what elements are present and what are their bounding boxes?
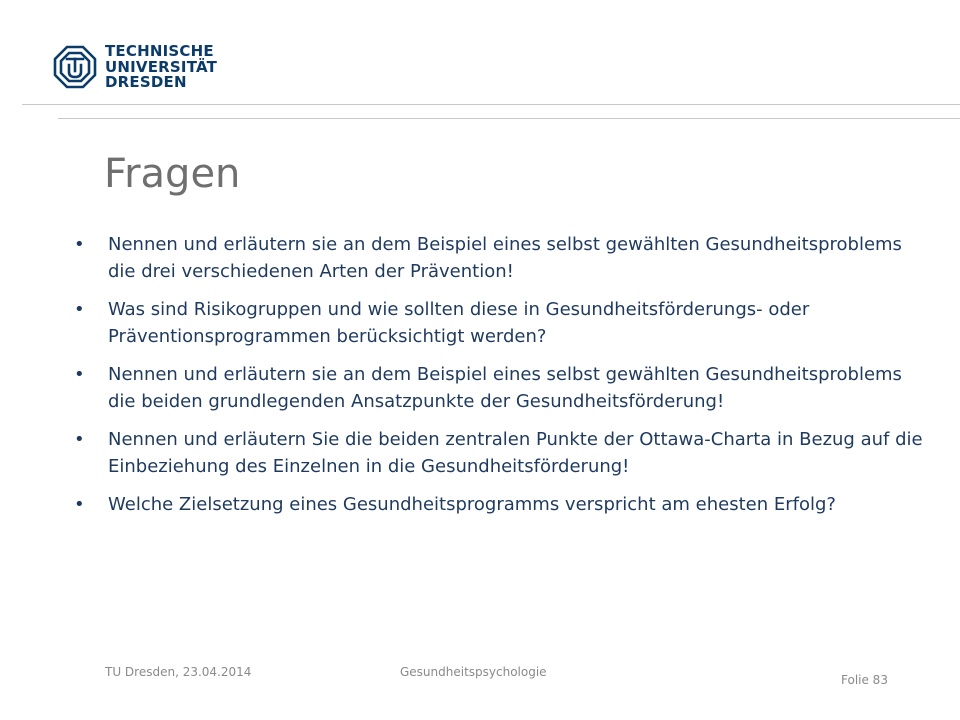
header-divider-top	[22, 104, 960, 105]
bullet-icon: •	[74, 494, 85, 515]
tu-dresden-emblem-icon	[53, 45, 97, 89]
question-text: Nennen und erläutern Sie die beiden zentralen Punkte der Ottawa-Charta in Bezug auf die Einbeziehung des Einzelnen in die Gesundheitsförderung!	[108, 429, 923, 477]
bullet-icon: •	[74, 299, 85, 320]
question-item-2	[74, 296, 924, 350]
question-list	[74, 231, 924, 529]
logo-line-3: DRESDEN	[105, 73, 187, 91]
question-text: Welche Zielsetzung eines Gesundheitsprogramms verspricht am ehesten Erfolg?	[108, 494, 836, 515]
logo-wordmark	[105, 44, 217, 91]
logo-line-2: UNIVERSITÄT	[105, 57, 218, 76]
logo-line-1: TECHNISCHE	[105, 42, 214, 60]
footer-slide-number: Folie 83	[841, 673, 888, 687]
question-text: Nennen und erläutern sie an dem Beispiel eines selbst gewählten Gesundheitsproblems die beiden grundlegenden Ansatzpunkte der Gesundheitsförderung!	[108, 364, 902, 412]
question-item-3	[74, 361, 924, 415]
question-item-5	[74, 491, 924, 518]
slide-title: Fragen	[104, 151, 241, 197]
footer-institution-date: TU Dresden, 23.04.2014	[105, 665, 252, 679]
question-item-1	[74, 231, 924, 285]
question-text: Was sind Risikogruppen und wie sollten diese in Gesundheitsförderungs- oder Präventionsprogrammen berücksichtigt werden?	[108, 299, 810, 347]
question-item-4	[74, 426, 924, 480]
question-text: Nennen und erläutern sie an dem Beispiel eines selbst gewählten Gesundheitsproblems die drei verschiedenen Arten der Prävention!	[108, 234, 902, 282]
header-divider-bottom	[58, 118, 960, 119]
bullet-icon: •	[74, 234, 85, 255]
university-logo	[53, 44, 217, 91]
bullet-icon: •	[74, 364, 85, 385]
bullet-icon: •	[74, 429, 85, 450]
footer-course: Gesundheitspsychologie	[400, 665, 547, 679]
